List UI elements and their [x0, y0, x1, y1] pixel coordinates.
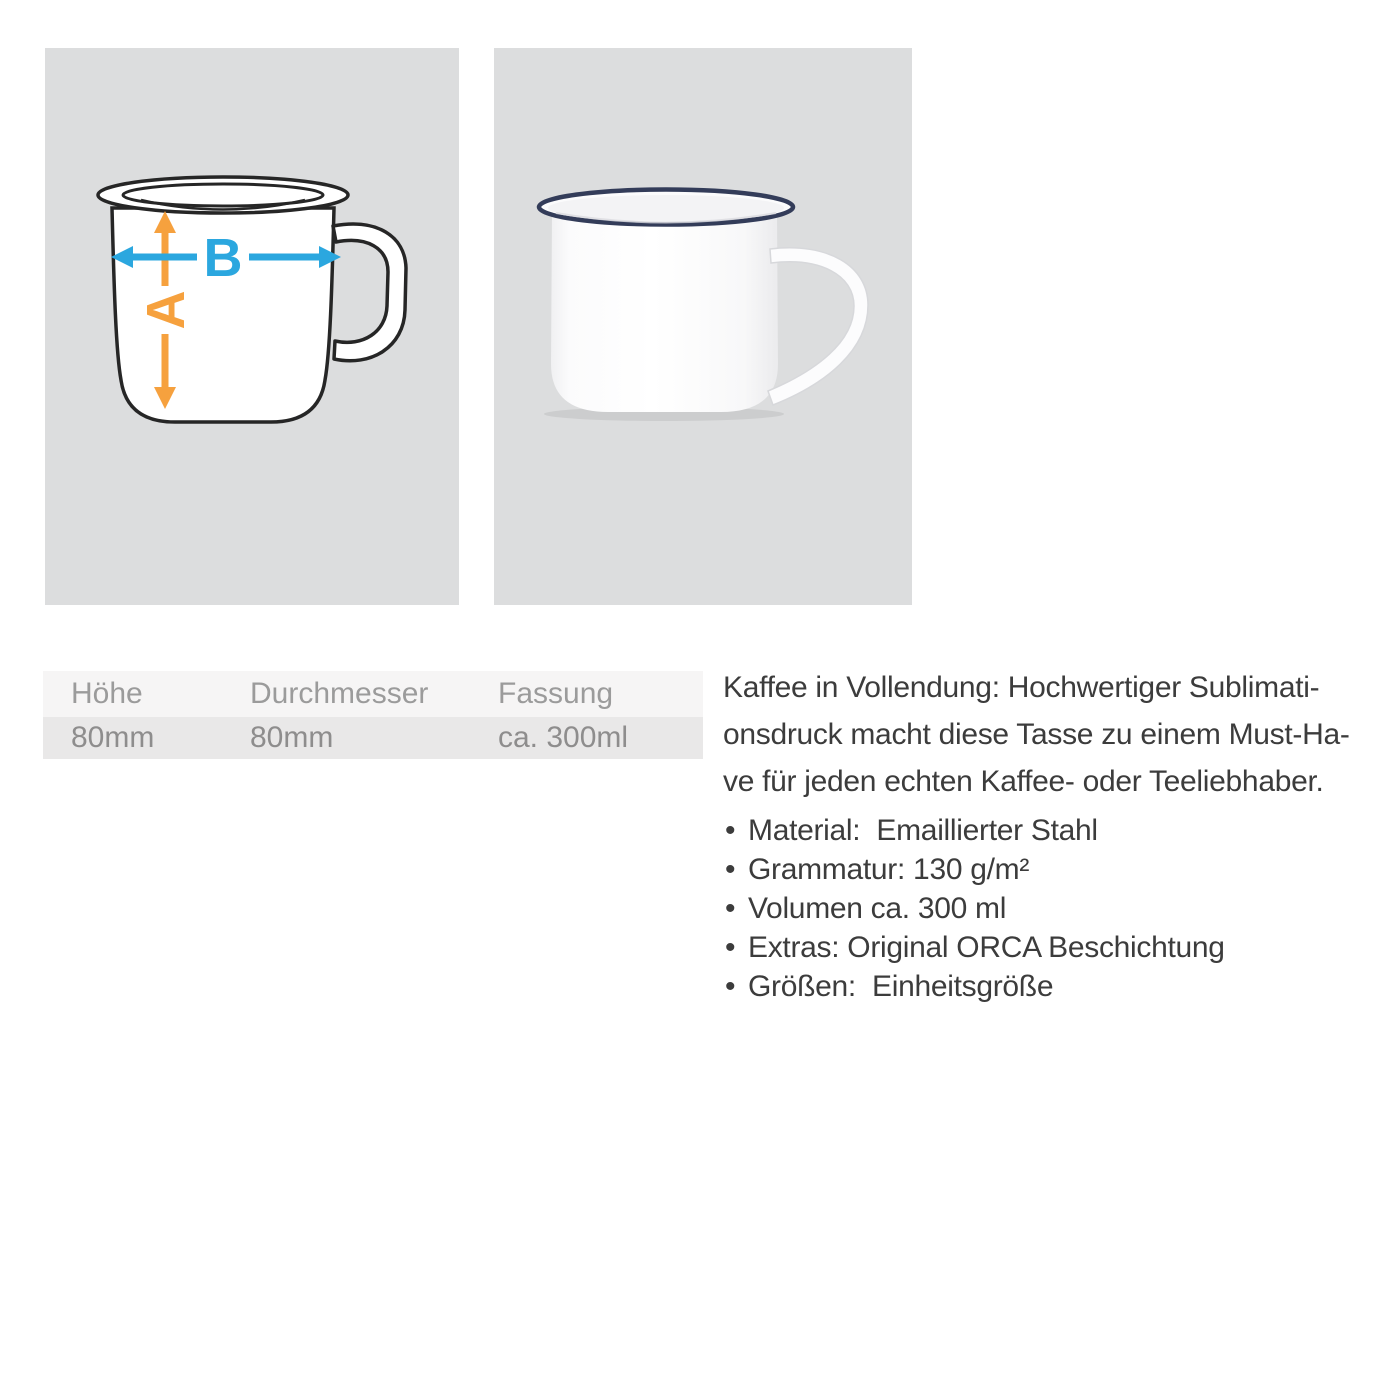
bullet-icon: •: [725, 931, 736, 964]
detail-text: Grammatur: 130 g/m²: [748, 853, 1030, 886]
size-value-fassung: ca. 300ml: [470, 717, 703, 759]
size-table-header-row: [43, 671, 703, 717]
product-description: [723, 664, 1383, 1006]
product-photo-panel: [494, 48, 912, 605]
mug-dimension-diagram: [45, 48, 459, 605]
size-table: [43, 671, 703, 759]
mug-photo-body: [551, 213, 778, 412]
description-paragraph: [723, 664, 1383, 805]
description-line: Kaffee in Vollendung: Hochwertiger Sublimati-: [723, 671, 1320, 704]
detail-text: Material: Emaillierter Stahl: [748, 814, 1098, 847]
bullet-icon: •: [725, 814, 736, 847]
size-table-header-durchmesser: Durchmesser: [222, 671, 470, 717]
arrow-b-left-shaft: [131, 254, 197, 261]
description-line: ve für jeden echten Kaffee- oder Teeliebhaber.: [723, 765, 1324, 798]
bullet-icon: •: [725, 892, 736, 925]
bullet-icon: •: [725, 853, 736, 886]
list-item: [723, 889, 1383, 928]
detail-text: Volumen ca. 300 ml: [748, 892, 1007, 925]
dimension-label-b: B: [203, 228, 243, 288]
size-table-value-row: [43, 717, 703, 759]
list-item: [723, 850, 1383, 889]
size-value-hoehe: 80mm: [43, 717, 222, 759]
dimension-diagram-panel: [45, 48, 459, 605]
list-item: [723, 811, 1383, 850]
size-value-durchmesser: 80mm: [222, 717, 470, 759]
product-details-list: [723, 811, 1383, 1006]
list-item: [723, 928, 1383, 967]
mug-rim-outer: [98, 177, 348, 213]
size-table-header-hoehe: Höhe: [43, 671, 222, 717]
mug-handle-outline: [333, 224, 406, 361]
enamel-mug-photo: [494, 48, 912, 605]
detail-text: Extras: Original ORCA Beschichtung: [748, 931, 1225, 964]
size-table-header-fassung: Fassung: [470, 671, 703, 717]
list-item: [723, 967, 1383, 1006]
arrow-a-lower-shaft: [162, 334, 169, 388]
dimension-label-a: A: [136, 290, 196, 330]
detail-text: Größen: Einheitsgröße: [748, 970, 1054, 1003]
bullet-icon: •: [725, 970, 736, 1003]
mug-photo-handle: [768, 248, 868, 405]
arrow-b-right-shaft: [249, 254, 321, 261]
description-line: onsdruck macht diese Tasse zu einem Must-Ha-: [723, 718, 1350, 751]
